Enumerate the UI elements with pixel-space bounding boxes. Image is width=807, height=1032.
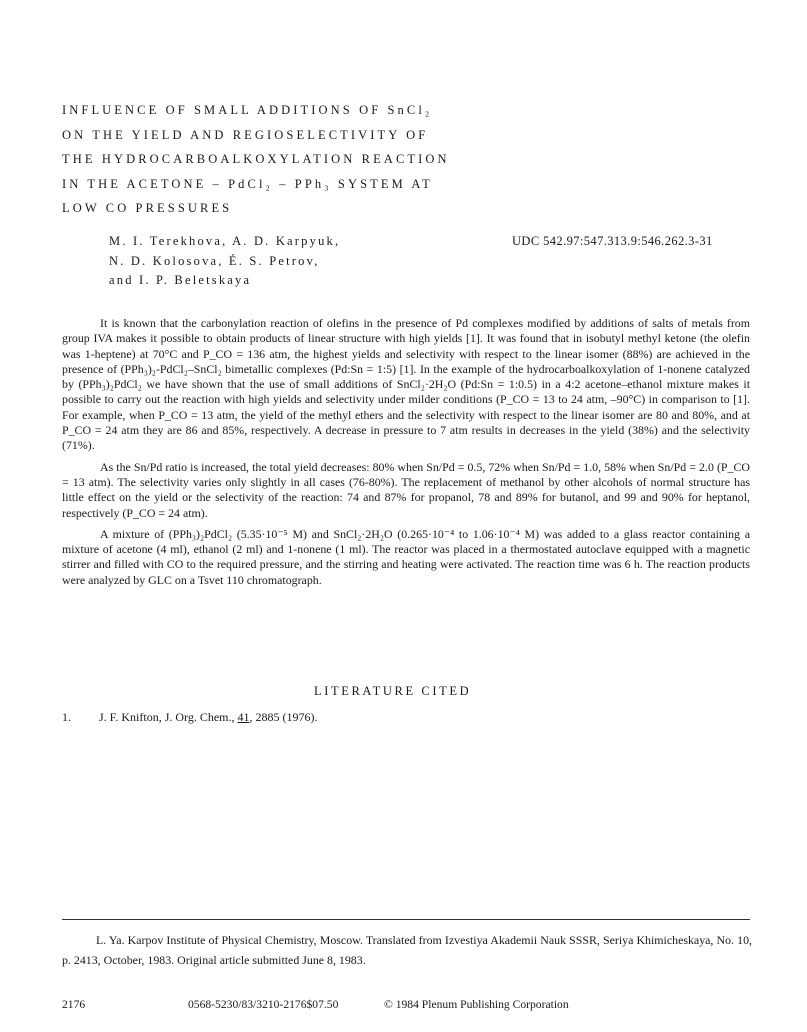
reference-volume: 41 [237, 710, 250, 724]
paragraph: It is known that the carbonylation reaction of olefins in the presence of Pd complexes modified by additions of salts of metals from group IVA makes it possible to obtain products of linear structure with high yields [1]. It was found that in isobutyl methyl ketone (the olefin was 1-heptene) at 70°C and P_CO = 136 atm, the highest yields and selectivity with respect to the linear isomer (88%) are achieved in the presence of (PPh₃)₂-PdCl₂–SnCl₂ bimetallic complexes (Pd:Sn = 1:5) [1]. In the example of the hydrocarboalkoxylation of 1-nonene catalyzed by (PPh₃)₂PdCl₂ we have shown that the use of small additions of SnCl₂·2H₂O (Pd:Sn = 1:0.5) in a 4:2 acetone–ethanol mixture makes it possible to carry out the reaction with high yields and selectivity under milder conditions (P_CO = 13 to 24 atm, –90°C) in comparison to [1]. For example, when P_CO = 13 atm, the yield of the methyl ethers and the selectivity with respect to the linear isomer are 80 and 80%, and at P_CO = 24 atm they are 86 and 85%, respectively. A decrease in pressure to 7 atm results in decreases in the yield (38%) and the selectivity (71%). [62, 316, 750, 453]
paragraph: A mixture of (PPh₃)₂PdCl₂ (5.35·10⁻⁵ M) and SnCl₂·2H₂O (0.265·10⁻⁴ to 1.06·10⁻⁴ M) was added to a glass reactor containing a mixture of acetone (4 ml), ethanol (2 ml) and 1-nonene (1 ml). The reactor was placed in a thermostated autoclave equipped with a magnetic stirrer and filled with CO to the required pressure, and the stirring and heating were activated. The reaction time was 6 h. The reaction products were analyzed by GLC on a Tsvet 110 chromatograph. [62, 526, 750, 587]
reference-text: J. F. Knifton, J. Org. Chem., [99, 710, 238, 724]
article-title [62, 98, 450, 221]
literature-heading: LITERATURE CITED [314, 684, 472, 698]
udc-code: UDC 542.97:547.313.9:546.262.3-31 [512, 234, 713, 248]
footnote [62, 930, 752, 970]
article-code: 0568-5230/83/3210-2176$07.50 [188, 998, 339, 1011]
reference-number: 1. [62, 710, 71, 724]
footnote-text: L. Ya. Karpov Institute of Physical Chemistry, Moscow. Translated from Izvestiya Akademii Nauk SSSR, Seriya Khimicheskaya, No. 10, p. 2413, October, 1983. Original article submitted June 8, 1983. [62, 933, 752, 967]
title-line: IN THE ACETONE – PdCl₂ – PPh₃ SYSTEM AT [62, 176, 433, 191]
authors-block [109, 232, 340, 291]
title-line: ON THE YIELD AND REGIOSELECTIVITY OF [62, 127, 429, 142]
paragraph: As the Sn/Pd ratio is increased, the total yield decreases: 80% when Sn/Pd = 0.5, 72% when Sn/Pd = 1.0, 58% when Sn/Pd = 2.0 (P_CO = 13 atm). The selectivity varies only slightly in all cases (76-80%). The replacement of methanol by other alcohols of normal structure has little effect on the yield or the selectivity of the reaction: 74 and 87% for propanol, 78 and 89% for butanol, and 99 and 90% for heptanol, respectively (P_CO = 24 atm). [62, 459, 750, 520]
reference-text-tail: , 2885 (1976). [249, 710, 318, 724]
title-line: THE HYDROCARBOALKOXYLATION REACTION [62, 152, 450, 167]
reference-item [62, 710, 318, 725]
page-number: 2176 [62, 998, 86, 1011]
title-line: INFLUENCE OF SMALL ADDITIONS OF SnCl₂ [62, 103, 433, 117]
title-line: LOW CO PRESSURES [62, 201, 233, 216]
copyright: © 1984 Plenum Publishing Corporation [384, 998, 569, 1011]
authors-line: N. D. Kolosova, É. S. Petrov, [109, 253, 320, 268]
authors-line: M. I. Terekhova, A. D. Karpyuk, [109, 234, 341, 248]
footnote-divider [62, 919, 750, 920]
authors-line: and I. P. Beletskaya [109, 273, 252, 287]
body-text [62, 316, 750, 588]
